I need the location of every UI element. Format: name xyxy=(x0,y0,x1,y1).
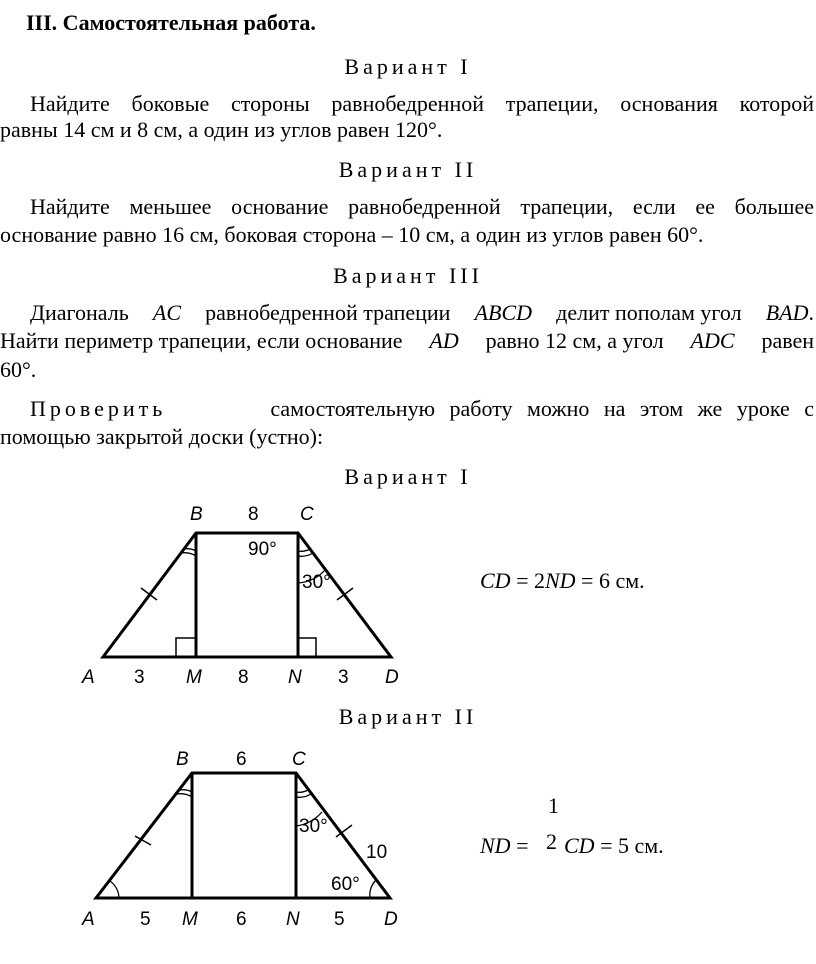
arc-c xyxy=(298,549,310,551)
label-d: D xyxy=(385,667,399,688)
right-angle-m xyxy=(176,638,196,657)
fraction-numerator: 1 xyxy=(548,793,559,818)
label-m-2: M xyxy=(182,909,198,930)
label-30-2: 30° xyxy=(299,816,328,837)
section-heading: III. Самостоятельная работа. xyxy=(26,10,316,35)
label-mn-8: 8 xyxy=(238,667,249,688)
label-b-2: B xyxy=(176,749,189,770)
arc-b2 xyxy=(181,553,196,556)
label-top-8: 8 xyxy=(248,504,259,525)
variant-3-line-1: Диагональ AC равнобедренной трапеции ABCD делит пополам угол BAD. xyxy=(30,300,814,325)
label-am-3: 3 xyxy=(134,667,145,688)
label-30: 30° xyxy=(302,572,331,593)
label-d-2: D xyxy=(384,909,398,930)
answer-1-formula: CD = 2ND = 6 см. xyxy=(480,568,645,593)
label-c-2: C xyxy=(292,749,306,770)
answer-2-formula-rest: CD = 5 см. xyxy=(564,833,664,858)
label-n: N xyxy=(288,667,302,688)
label-a-2: A xyxy=(82,909,95,930)
arc-c-2 xyxy=(296,790,308,792)
arc-b2-2 xyxy=(177,794,192,797)
label-m: M xyxy=(186,667,202,688)
arc-b xyxy=(184,549,196,551)
label-am-5: 5 xyxy=(140,909,151,930)
check-line-2: помощью закрытой доски (устно): xyxy=(0,424,324,449)
variant-1-line-1: Найдите боковые стороны равнобедренной трапеции, основания которой xyxy=(30,91,814,116)
trapezoid-diagram-1 xyxy=(0,495,816,695)
trapezoid-diagram-2 xyxy=(0,740,816,940)
label-n-2: N xyxy=(286,909,300,930)
variant-2-title: Вариант II xyxy=(338,157,478,182)
variant-3-line-3: 60°. xyxy=(0,357,37,382)
variant-2-line-1: Найдите меньшее основание равнобедренной трапеции, если ее большее xyxy=(30,194,814,219)
variant-1-line-2: равны 14 см и 8 см, а один из углов равен 120°. xyxy=(0,117,443,142)
label-c: C xyxy=(300,504,314,525)
label-90: 90° xyxy=(248,539,277,560)
arc-c2-2 xyxy=(296,794,311,797)
label-nd-3: 3 xyxy=(338,667,349,688)
fraction-denominator: 2 xyxy=(546,829,557,854)
arc-a-2 xyxy=(110,881,119,898)
right-angle-n xyxy=(298,638,316,657)
check-line-1: Проверить самостоятельную работу можно на этом же уроке с xyxy=(30,396,814,421)
label-a: A xyxy=(82,667,95,688)
label-top-6: 6 xyxy=(236,749,247,770)
label-60: 60° xyxy=(331,874,360,895)
variant-3-line-2: Найти периметр трапеции, если основание AD равно 12 см, а угол ADC равен xyxy=(0,328,814,353)
label-mn-6: 6 xyxy=(236,909,247,930)
label-b: B xyxy=(190,504,203,525)
trapezoid-1-outline xyxy=(103,533,391,657)
arc-b-2 xyxy=(180,790,192,792)
answer-2-formula: ND = xyxy=(480,833,529,858)
answer-2-title: Вариант II xyxy=(338,704,478,729)
label-side-10: 10 xyxy=(366,842,388,863)
arc-d-2 xyxy=(370,880,376,898)
arc-c2 xyxy=(298,553,313,556)
label-nd-5: 5 xyxy=(334,909,345,930)
variant-1-title: Вариант I xyxy=(344,54,472,79)
variant-2-line-2: основание равно 16 см, боковая сторона – 10 см, а один из углов равен 60°. xyxy=(0,222,704,247)
variant-3-title: Вариант III xyxy=(333,263,483,288)
answer-1-title: Вариант I xyxy=(344,464,472,489)
